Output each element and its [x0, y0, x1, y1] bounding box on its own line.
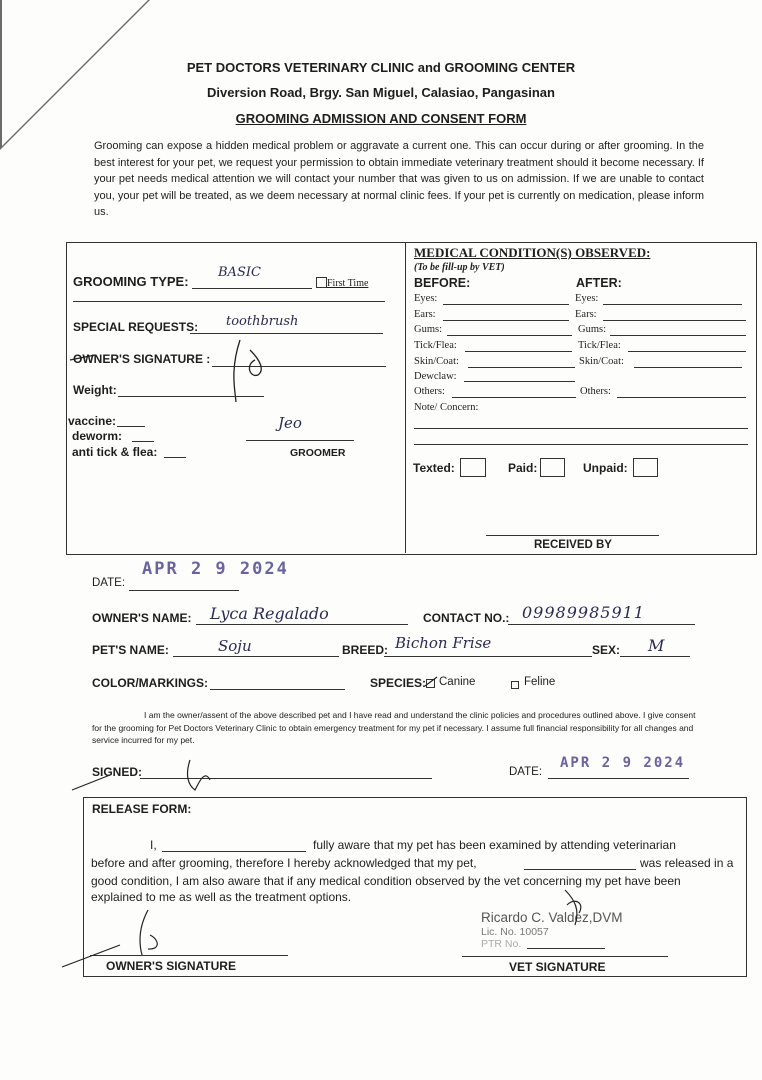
unpaid-checkbox[interactable]: [633, 458, 658, 477]
after-tick-line[interactable]: [628, 351, 746, 352]
after-tick-label: Tick/Flea:: [578, 340, 621, 351]
species-label: SPECIES:: [370, 676, 427, 690]
contact-label: CONTACT NO.:: [423, 611, 510, 625]
release-pet-line[interactable]: [524, 869, 636, 870]
signed-scribble: [70, 755, 230, 795]
after-eyes-line[interactable]: [603, 304, 742, 305]
vet-ptr-line: [527, 948, 605, 949]
after-ears-label: Ears:: [575, 309, 597, 320]
before-ears-label: Ears:: [414, 309, 436, 320]
note-label: Note/ Concern:: [414, 402, 479, 413]
pet-name-line: [173, 656, 339, 657]
after-skin-line[interactable]: [634, 367, 742, 368]
groomer-label: GROOMER: [290, 447, 346, 459]
feline-checkbox[interactable]: [511, 681, 519, 689]
vaccine-label: vaccine:: [68, 414, 117, 428]
texted-checkbox[interactable]: [460, 458, 486, 477]
contact-value[interactable]: 09989985911: [522, 603, 645, 622]
before-eyes-label: Eyes:: [414, 293, 438, 304]
before-skin-label: Skin/Coat:: [414, 356, 459, 367]
release-name-line[interactable]: [162, 851, 306, 852]
sex-line: [620, 656, 690, 657]
after-ears-line[interactable]: [603, 320, 746, 321]
contact-line: [508, 624, 695, 625]
after-gums-line[interactable]: [610, 335, 746, 336]
before-ears-line[interactable]: [443, 320, 569, 321]
release-text-2: before and after grooming, therefore I hereby acknowledged that my pet,: [91, 856, 477, 870]
vet-signature-label: VET SIGNATURE: [509, 960, 606, 974]
canine-check-mark: [423, 674, 439, 690]
special-requests-value[interactable]: toothbrush: [226, 314, 299, 329]
before-gums-label: Gums:: [414, 324, 443, 335]
before-others-label: Others:: [414, 386, 445, 397]
owner-name-value[interactable]: Lyca Regalado: [210, 604, 329, 623]
release-text-4: explained to me as well as the treatment options.: [91, 890, 352, 904]
clinic-address: Diversion Road, Brgy. San Miguel, Calasiao, Pangasinan: [207, 85, 555, 100]
received-by-label: RECEIVED BY: [534, 539, 612, 551]
medical-title: MEDICAL CONDITION(S) OBSERVED:: [414, 245, 651, 260]
date-line: [129, 590, 239, 591]
owner-release-signature-label: OWNER'S SIGNATURE: [106, 959, 236, 973]
groomer-line: [246, 440, 354, 441]
release-text-3: good condition, I am also aware that if any medical condition observed by the vet concerning my pet have been: [91, 874, 681, 888]
weight-line: [118, 396, 264, 397]
owner-name-line: [196, 624, 408, 625]
after-others-line[interactable]: [617, 397, 746, 398]
before-tick-line[interactable]: [465, 351, 572, 352]
grooming-type-label: GROOMING TYPE:: [73, 274, 189, 289]
signed-date-line: [548, 778, 689, 779]
vet-signature-line: [462, 956, 668, 957]
canine-label: Canine: [439, 676, 476, 688]
deworm-label: deworm:: [72, 429, 123, 443]
note-line-1[interactable]: [414, 428, 748, 429]
vet-signature-scribble: [555, 885, 595, 935]
release-text-1: fully aware that my pet has been examined by attending veterinarian: [313, 838, 676, 852]
special-requests-label: SPECIAL REQUESTS:: [73, 320, 199, 334]
vaccine-line: [117, 426, 145, 427]
after-others-label: Others:: [580, 386, 611, 397]
release-text-2b: was released in a: [640, 856, 734, 870]
first-time-checkbox[interactable]: [316, 277, 327, 288]
vet-license: Lic. No. 10057: [481, 926, 549, 938]
paid-checkbox[interactable]: [540, 458, 565, 477]
dewclaw-line[interactable]: [464, 381, 575, 382]
vet-ptr: PTR No.: [481, 938, 522, 950]
after-label: AFTER:: [576, 276, 622, 290]
intro-paragraph: Grooming can expose a hidden medical problem or aggravate a current one. This can occur during or after grooming. In the best interest for your pet, we request your permission to obtain immediate veterinary treatment should it become necessary. If your pet needs medical attention we will contact your number that was given to us on admission. If we are unable to contact you, your pet will be treated, as we deem necessary at normal clinic fees. If your pet is currently on medication, please inform us.: [94, 140, 704, 218]
color-markings-label: COLOR/MARKINGS:: [92, 676, 208, 690]
before-gums-line[interactable]: [447, 335, 572, 336]
after-gums-label: Gums:: [578, 324, 607, 335]
before-skin-line[interactable]: [468, 367, 575, 368]
paid-label: Paid:: [508, 461, 538, 475]
owner-name-label: OWNER'S NAME:: [92, 611, 192, 625]
breed-value[interactable]: Bichon Frise: [395, 634, 492, 652]
dewclaw-label: Dewclaw:: [414, 371, 457, 382]
anti-tick-line: [164, 457, 186, 458]
release-i-label: I,: [150, 838, 157, 852]
before-label: BEFORE:: [414, 276, 471, 290]
grooming-type-line: [192, 288, 312, 289]
medical-subtitle: (To be fill-up by VET): [414, 262, 505, 273]
signed-date-label: DATE:: [509, 766, 543, 778]
before-tick-label: Tick/Flea:: [414, 340, 457, 351]
weight-label: Weight:: [73, 383, 117, 397]
pet-name-value[interactable]: Soju: [218, 637, 252, 655]
form-title: GROOMING ADMISSION AND CONSENT FORM: [235, 111, 527, 126]
pet-name-label: PET'S NAME:: [92, 643, 169, 657]
breed-label: BREED:: [342, 643, 389, 657]
unpaid-label: Unpaid:: [583, 461, 628, 475]
grooming-type-value[interactable]: BASIC: [218, 265, 261, 280]
date-label: DATE:: [92, 577, 126, 589]
box-divider: [405, 242, 406, 553]
first-time-label: First Time: [327, 278, 369, 289]
texted-label: Texted:: [413, 461, 455, 475]
deworm-line: [132, 441, 154, 442]
anti-tick-label: anti tick & flea:: [72, 445, 158, 459]
note-line-2[interactable]: [414, 444, 748, 445]
grooming-extra-line: [73, 301, 385, 302]
owner-signature-scribble: [60, 330, 280, 410]
feline-label: Feline: [524, 676, 556, 688]
after-skin-label: Skin/Coat:: [579, 356, 624, 367]
release-title: RELEASE FORM:: [92, 802, 192, 816]
vet-name: Ricardo C. Valdez,DVM: [481, 910, 623, 925]
date-stamp: APR 2 9 2024: [142, 559, 289, 579]
breed-line: [384, 656, 592, 657]
clinic-name: PET DOCTORS VETERINARY CLINIC and GROOMING CENTER: [186, 60, 576, 75]
received-by-line: [486, 535, 659, 536]
color-markings-line: [210, 689, 345, 690]
sex-label: SEX:: [592, 643, 621, 657]
owner-signature-label: OWNER'S SIGNATURE :: [73, 352, 211, 366]
before-eyes-line[interactable]: [443, 304, 569, 305]
signed-label: SIGNED:: [92, 765, 143, 779]
sex-value[interactable]: M: [648, 636, 665, 655]
before-others-line[interactable]: [452, 397, 576, 398]
consent-paragraph: I am the owner/assent of the above described pet and I have read and understand the clinic policies and procedures outlined above. I give consent for the grooming for Pet Doctors Veterinary Clinic to obtain emergency treatment for my pet if necessary. I assume full financial responsibility for all changes and service incurred for my pet.: [92, 710, 696, 745]
signed-date-stamp: APR 2 9 2024: [560, 755, 686, 771]
after-eyes-label: Eyes:: [575, 293, 599, 304]
groomer-value[interactable]: Jeo: [278, 414, 302, 432]
